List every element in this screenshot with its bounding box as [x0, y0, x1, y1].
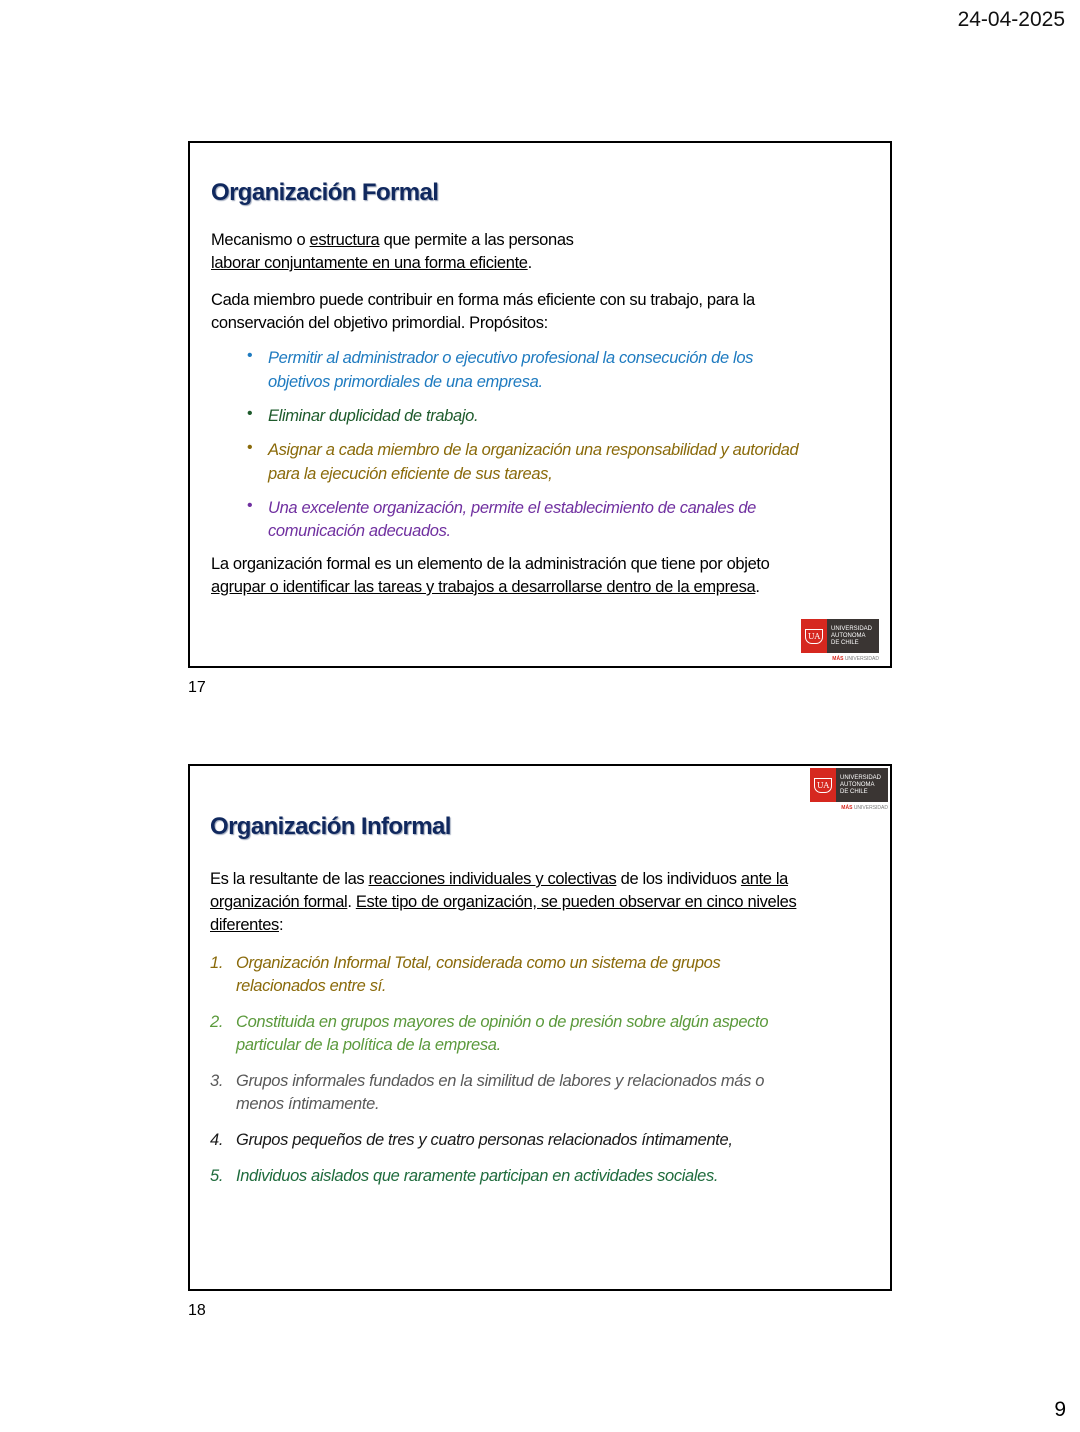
slide-17: Organización Formal Mecanismo o estructura que permite a las personas laborar conjuntamente en una forma eficiente. Cada miembro puede contribuir en forma más eficiente con su trabajo, para la conservación del objetivo primordial. Propósitos: • Permitir al administrador o ejecutivo profesional la consecución de los objetivos primordiales de una empresa. • Eliminar duplicidad de trabajo. • Asignar a cada miembro de la organización una responsabilidad y autoridad para la ejecución eficiente de sus tareas, • Una excelente organización, permite el establecimiento de canales de comunicación adecuados. La organización formal es un elemento de la administración que tiene por objeto agrupar o identificar las tareas y trabajos a desarrollarse dentro de la empresa. UA UNIVERSIDAD AUTONOMA DE CHILE MÁS UNIVERSIDAD [188, 141, 892, 668]
bullet-icon: • [247, 439, 253, 456]
page-number: 9 [1054, 1398, 1066, 1421]
paragraph-line: organización formal. Este tipo de organización, se pueden observar en cinco niveles [210, 893, 797, 911]
paragraph-line: Mecanismo o estructura que permite a las personas [211, 231, 574, 249]
paragraph-line: conservación del objetivo primordial. Propósitos: [211, 314, 548, 332]
bullet-icon: • [247, 405, 253, 422]
university-logo: UA UNIVERSIDAD AUTONOMA DE CHILE MÁS UNIVERSIDAD [810, 768, 888, 802]
slide-number: 17 [188, 679, 206, 696]
slide-number: 18 [188, 1302, 206, 1319]
paragraph-line: La organización formal es un elemento de la administración que tiene por objeto [211, 555, 770, 573]
paragraph-line: Es la resultante de las reacciones individuales y colectivas de los individuos ante la [210, 870, 789, 888]
slide-18: UA UNIVERSIDAD AUTONOMA DE CHILE MÁS UNIVERSIDAD Organización Informal Es la resultante de las reacciones individuales y colectivas de los individuos ante la organización formal. Este tipo de organización, se pueden observar en cinco niveles diferentes: 1. Organización Informal Total, considerada como un sistema de grupos relacionados entre sí. 2. Constituida en grupos mayores de opinión o de presión sobre algún aspecto particular de la política de la empresa. 3. Grupos informales fundados en la similitud de labores y relacionados más o menos íntimamente. 4. Grupos pequeños de tres y cuatro personas relacionados íntimamente, 5. Individuos aislados que raramente participan en actividades sociales. [188, 764, 892, 1291]
header-date: 24-04-2025 [957, 8, 1065, 31]
slide-title: Organización Formal [211, 179, 439, 206]
paragraph-line: diferentes: [210, 916, 284, 934]
paragraph-line: agrupar o identificar las tareas y trabajos a desarrollarse dentro de la empresa. [211, 578, 760, 596]
paragraph-line: laborar conjuntamente en una forma eficiente. [211, 254, 532, 272]
bullet-icon: • [247, 347, 253, 364]
bullet-icon: • [247, 497, 253, 514]
slide-title: Organización Informal [210, 813, 451, 840]
university-logo: UA UNIVERSIDAD AUTONOMA DE CHILE MÁS UNIVERSIDAD [801, 619, 879, 653]
paragraph-line: Cada miembro puede contribuir en forma más eficiente con su trabajo, para la [211, 291, 755, 309]
